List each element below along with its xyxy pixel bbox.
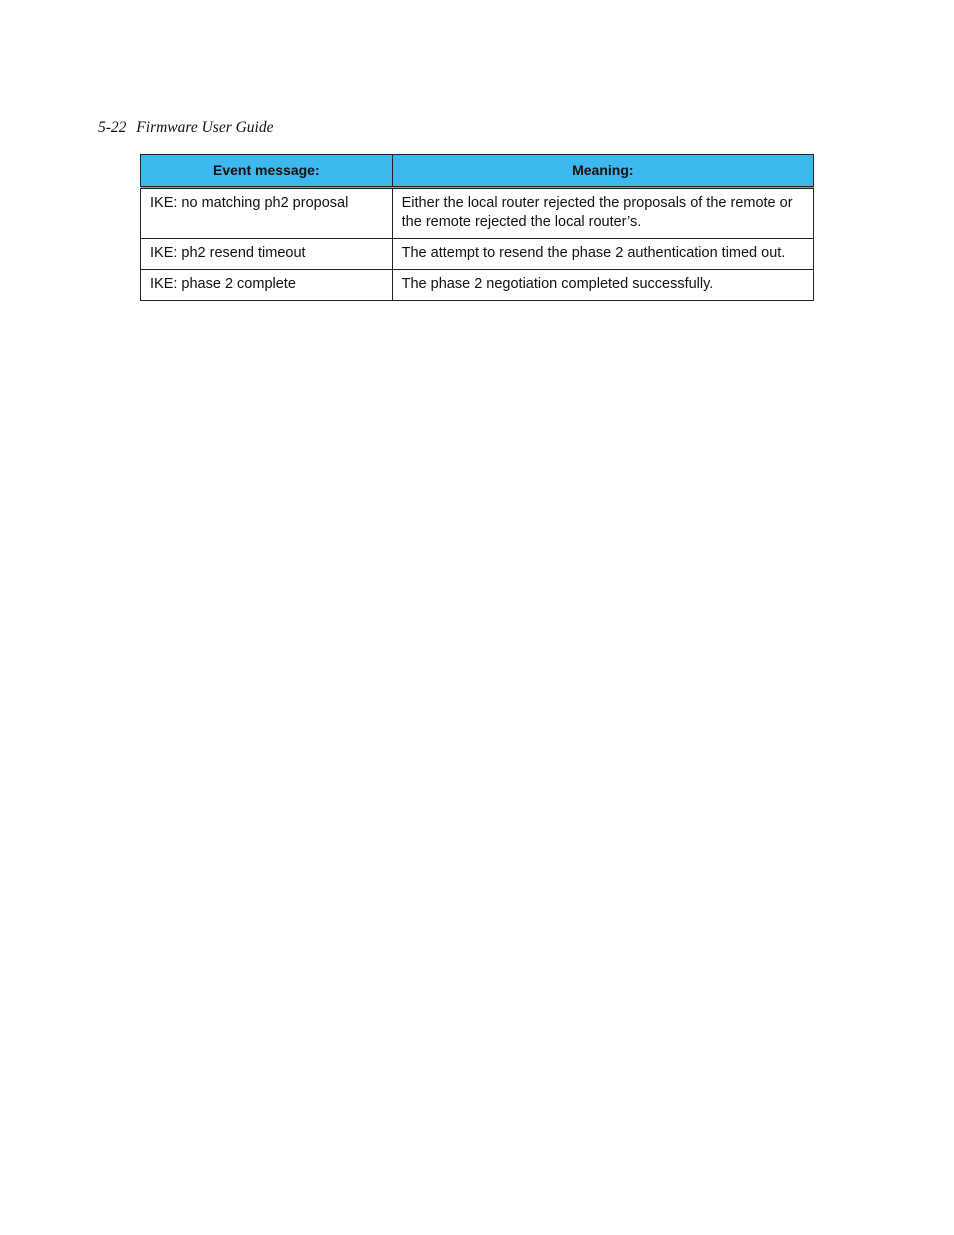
meaning-cell: Either the local router rejected the proposals of the remote or the remote rejected the local router’s. — [392, 188, 813, 239]
running-header — [98, 119, 274, 137]
event-message-cell: IKE: ph2 resend timeout — [141, 239, 393, 270]
table-row — [141, 239, 814, 270]
table-row — [141, 270, 814, 301]
event-message-cell: IKE: no matching ph2 proposal — [141, 188, 393, 239]
book-title: Firmware User Guide — [136, 119, 274, 136]
event-message-cell: IKE: phase 2 complete — [141, 270, 393, 301]
column-header-meaning: Meaning: — [392, 155, 813, 188]
meaning-cell: The attempt to resend the phase 2 authentication timed out. — [392, 239, 813, 270]
table-row — [141, 188, 814, 239]
event-message-table — [140, 154, 814, 301]
column-header-event-message: Event message: — [141, 155, 393, 188]
page-number: 5-22 — [98, 119, 127, 136]
table-header-row — [141, 155, 814, 188]
meaning-cell: The phase 2 negotiation completed successfully. — [392, 270, 813, 301]
